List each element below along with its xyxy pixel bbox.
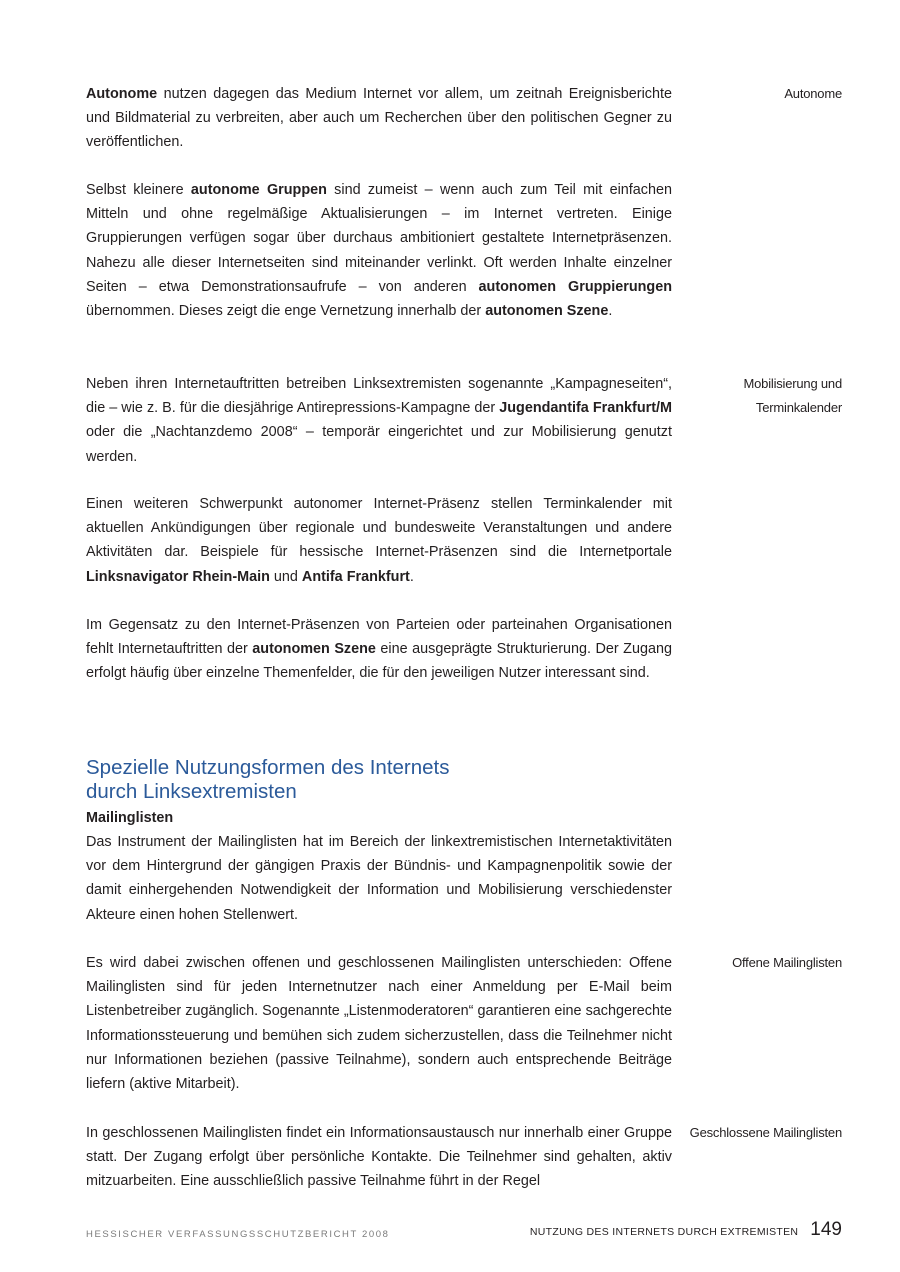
margin-note-mobilisierung: [672, 372, 842, 420]
bold-term: Antifa Frankfurt: [301, 568, 410, 585]
paragraph-kampagneseiten: [86, 372, 672, 469]
bold-term: Autonome: [86, 86, 158, 102]
bold-term: autonomen Szene: [485, 303, 609, 320]
margin-note-mobilisierung-line2: Terminkalender: [755, 400, 842, 416]
text-run: übernommen. Dieses zeigt die enge Vernetzung innerhalb der: [86, 303, 486, 320]
footer-right: [530, 1219, 842, 1241]
margin-note-mobilisierung-line1: Mobilisierung und: [743, 376, 842, 391]
text-run: oder die „Nachtanzdemo 2008“ – temporär eingerichtet und zur Mobilisierung genutzt werden.: [86, 424, 672, 465]
paragraph-autonome-gruppen: [86, 178, 672, 323]
section-heading-line2: durch Linksextremisten: [86, 780, 297, 803]
margin-note-offene: Offene Mailinglisten: [732, 955, 842, 970]
page-number: 149: [810, 1219, 842, 1240]
text-run: .: [608, 303, 613, 320]
bold-term: autonomen Szene: [252, 641, 376, 658]
text-run: Das Instrument der Mailinglisten hat im Bereich der linkextremistischen Internetaktivitäten vor dem Hintergrund der gängigen Praxis der Bündnis- und Kampagnenpolitik sowie der damit einhergehenden Notwendigkeit der Information und Mobilisierung verschiedenster Akteure einen hohen Stellenwert.: [86, 834, 672, 923]
footer-publication-title: HESSISCHER VERFASSUNGSSCHUTZBERICHT 2008: [86, 1229, 390, 1240]
text-run: Es wird dabei zwischen offenen und geschlossenen Mailinglisten unterschieden: Offene Mailinglisten sind für jeden Internetnutzer nach einer Anmeldung per E-Mail beim Listenbetreiber zugänglich. Sogenannte „Listenmoderatoren“ garantieren eine sachgerechte Informationssteuerung und bemühen sich zudem sicherzustellen, dass die Teilnehmer nicht nur Informationen beziehen (passive Teilnahme), sondern auch entsprechende Beiträge liefern (aktive Mitarbeit).: [86, 955, 672, 1093]
paragraph-offene-mailinglisten: [86, 951, 672, 1096]
bold-term: autonome Gruppen: [190, 182, 327, 198]
paragraph-mailinglisten-intro: [86, 830, 672, 927]
bold-term: autonomen Gruppierungen: [478, 278, 672, 295]
text-run: Einen weiteren Schwerpunkt autonomer Internet-Präsenz stellen Terminkalender mit aktuellen Ankündigungen über regionale und bundesweite Veranstaltungen und andere Aktivitäten dar. Beispiele für hessische Internet-Präsenzen sind die Internetportale: [86, 496, 672, 561]
footer-section-title: NUTZUNG DES INTERNETS DURCH EXTREMISTEN: [529, 1226, 799, 1238]
text-run: .: [409, 568, 414, 585]
text-run: Neben ihren Internetauftritten betreiben Linksextremisten sogenannte „Kampagneseiten“, die – wie z. B. für die diesjährige Antirepressions-Kampagne der: [86, 376, 672, 417]
section-heading-line1: Spezielle Nutzungsformen des Internets: [86, 756, 450, 779]
bold-term: Linksnavigator Rhein-Main: [86, 568, 270, 585]
paragraph-geschlossene-mailinglisten: [86, 1121, 672, 1194]
paragraph-strukturierung: [86, 613, 672, 686]
text-run: nutzen dagegen das Medium Internet vor allem, um zeitnah Ereignisberichte und Bildmaterial zu verbreiten, aber auch um Recherchen über den politischen Gegner zu veröffentlichen.: [86, 86, 672, 151]
text-run: Im Gegensatz zu den Internet-Präsenzen von Parteien oder parteinahen Organisationen fehlt Internetauftritten der: [86, 617, 672, 658]
text-run: Selbst kleinere: [86, 182, 191, 198]
text-run: eine ausgeprägte Strukturierung. Der Zugang erfolgt häufig über einzelne Themenfelder, die für den jeweiligen Nutzer interessant sind.: [86, 641, 672, 682]
text-run: und: [269, 568, 302, 585]
paragraph-autonome-medium: [86, 82, 672, 155]
margin-note-autonome: Autonome: [784, 86, 842, 101]
margin-note-geschlossene: Geschlossene Mailinglisten: [689, 1125, 842, 1140]
text-run: sind zumeist – wenn auch zum Teil mit einfachen Mitteln und ohne regelmäßige Aktualisierungen – im Internet vertreten. Einige Gruppierungen verfügen sogar über durchaus ambitioniert gestaltete Internetpräsenzen. Nahezu alle dieser Internetseiten sind miteinander verlinkt. Oft werden Inhalte einzelner Seiten – etwa Demonstrationsaufrufe – von anderen: [86, 182, 672, 295]
bold-term: Jugendantifa Frankfurt/M: [499, 400, 672, 417]
section-heading: [86, 756, 672, 804]
subheading-mailinglisten: Mailinglisten: [86, 810, 174, 826]
paragraph-terminkalender: [86, 492, 672, 589]
text-run: In geschlossenen Mailinglisten findet ein Informationsaustausch nur innerhalb einer Gruppe statt. Der Zugang erfolgt über persönliche Kontakte. Die Teilnehmer sind gehalten, aktiv mitzuarbeiten. Eine ausschließlich passive Teilnahme führt in der Regel: [86, 1125, 672, 1190]
